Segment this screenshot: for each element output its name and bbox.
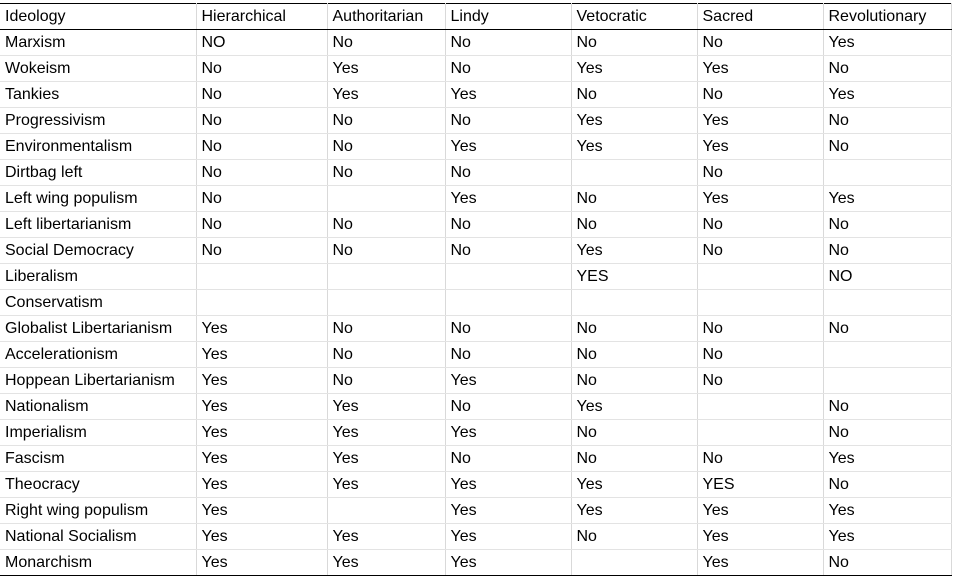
table-cell[interactable]: Yes bbox=[327, 524, 445, 550]
table-cell[interactable]: Yes bbox=[196, 368, 327, 394]
row-label-cell[interactable]: Accelerationism bbox=[0, 342, 196, 368]
table-cell[interactable]: Yes bbox=[571, 134, 697, 160]
table-body bbox=[0, 30, 951, 576]
column-header[interactable]: Revolutionary bbox=[823, 4, 951, 30]
table-cell[interactable] bbox=[571, 550, 697, 576]
table-cell[interactable]: No bbox=[571, 82, 697, 108]
table-cell[interactable]: No bbox=[697, 342, 823, 368]
table-row bbox=[0, 108, 951, 134]
table-row bbox=[0, 264, 951, 290]
table-cell[interactable] bbox=[697, 264, 823, 290]
table-cell[interactable]: Yes bbox=[823, 446, 951, 472]
table-cell[interactable]: Yes bbox=[196, 472, 327, 498]
table-cell[interactable]: No bbox=[823, 56, 951, 82]
table-cell[interactable]: Yes bbox=[697, 498, 823, 524]
row-label-cell[interactable]: Social Democracy bbox=[0, 238, 196, 264]
table-cell[interactable]: No bbox=[327, 342, 445, 368]
table-cell[interactable]: Yes bbox=[196, 420, 327, 446]
table-cell[interactable]: No bbox=[697, 316, 823, 342]
table-cell[interactable] bbox=[571, 160, 697, 186]
table-cell[interactable]: No bbox=[571, 524, 697, 550]
table-cell[interactable]: No bbox=[823, 550, 951, 576]
table-cell[interactable]: No bbox=[196, 186, 327, 212]
table-cell[interactable]: No bbox=[445, 108, 571, 134]
table-row bbox=[0, 82, 951, 108]
table-row bbox=[0, 30, 951, 56]
table-cell[interactable]: No bbox=[196, 160, 327, 186]
table-cell[interactable] bbox=[823, 368, 951, 394]
table-cell[interactable]: No bbox=[571, 420, 697, 446]
table-cell[interactable] bbox=[196, 264, 327, 290]
table-cell[interactable]: Yes bbox=[196, 394, 327, 420]
table-cell[interactable]: Yes bbox=[445, 498, 571, 524]
table-cell[interactable]: No bbox=[445, 342, 571, 368]
table-cell[interactable]: Yes bbox=[445, 134, 571, 160]
table-cell[interactable]: No bbox=[823, 394, 951, 420]
table-cell[interactable]: No bbox=[327, 212, 445, 238]
table-cell[interactable] bbox=[445, 290, 571, 316]
table-cell[interactable] bbox=[327, 290, 445, 316]
table-cell[interactable]: No bbox=[571, 186, 697, 212]
row-label-cell[interactable]: Nationalism bbox=[0, 394, 196, 420]
row-label-cell[interactable]: Environmentalism bbox=[0, 134, 196, 160]
table-row bbox=[0, 186, 951, 212]
table-cell[interactable]: No bbox=[327, 160, 445, 186]
table-cell[interactable]: Yes bbox=[327, 56, 445, 82]
table-row bbox=[0, 56, 951, 82]
table-cell[interactable] bbox=[823, 160, 951, 186]
header-row bbox=[0, 4, 951, 30]
table-cell[interactable]: No bbox=[196, 56, 327, 82]
table-cell[interactable]: Yes bbox=[823, 82, 951, 108]
table-row bbox=[0, 160, 951, 186]
row-label-cell[interactable]: Imperialism bbox=[0, 420, 196, 446]
table-cell[interactable]: No bbox=[823, 420, 951, 446]
row-label-cell[interactable]: Dirtbag left bbox=[0, 160, 196, 186]
table-cell[interactable]: Yes bbox=[571, 498, 697, 524]
column-header[interactable]: Vetocratic bbox=[571, 4, 697, 30]
row-label-cell[interactable]: Hoppean Libertarianism bbox=[0, 368, 196, 394]
table-cell[interactable] bbox=[823, 290, 951, 316]
table-cell[interactable]: Yes bbox=[697, 108, 823, 134]
table-cell[interactable]: Yes bbox=[697, 524, 823, 550]
table-row bbox=[0, 472, 951, 498]
table-cell[interactable]: No bbox=[445, 238, 571, 264]
table-cell[interactable]: Yes bbox=[697, 56, 823, 82]
table-cell[interactable]: No bbox=[327, 368, 445, 394]
table-cell[interactable]: Yes bbox=[196, 316, 327, 342]
table-cell[interactable]: No bbox=[823, 238, 951, 264]
table-cell[interactable]: Yes bbox=[445, 368, 571, 394]
row-label-cell[interactable]: Conservatism bbox=[0, 290, 196, 316]
table-cell[interactable]: No bbox=[445, 160, 571, 186]
table-cell[interactable]: No bbox=[697, 446, 823, 472]
table-cell[interactable]: No bbox=[697, 30, 823, 56]
table-cell[interactable]: No bbox=[697, 238, 823, 264]
row-label-cell[interactable]: Theocracy bbox=[0, 472, 196, 498]
table-cell[interactable]: Yes bbox=[327, 82, 445, 108]
column-header[interactable]: Sacred bbox=[697, 4, 823, 30]
column-header[interactable]: Authoritarian bbox=[327, 4, 445, 30]
table-cell[interactable]: No bbox=[327, 30, 445, 56]
row-label-cell[interactable]: Progressivism bbox=[0, 108, 196, 134]
table-cell[interactable]: Yes bbox=[697, 186, 823, 212]
column-header[interactable]: Hierarchical bbox=[196, 4, 327, 30]
table-row bbox=[0, 524, 951, 550]
row-label-cell[interactable]: Globalist Libertarianism bbox=[0, 316, 196, 342]
table-cell[interactable]: No bbox=[697, 82, 823, 108]
table-cell[interactable]: No bbox=[823, 134, 951, 160]
row-label-cell[interactable]: Marxism bbox=[0, 30, 196, 56]
table-cell[interactable] bbox=[327, 264, 445, 290]
table-cell[interactable]: No bbox=[327, 316, 445, 342]
table-row bbox=[0, 134, 951, 160]
table-cell[interactable]: NO bbox=[196, 30, 327, 56]
table-cell[interactable]: No bbox=[571, 316, 697, 342]
table-cell[interactable]: YES bbox=[697, 472, 823, 498]
row-label-cell[interactable]: Left libertarianism bbox=[0, 212, 196, 238]
table-cell[interactable]: Yes bbox=[823, 498, 951, 524]
column-header[interactable]: Lindy bbox=[445, 4, 571, 30]
table-row bbox=[0, 212, 951, 238]
table-cell[interactable]: No bbox=[571, 446, 697, 472]
table-cell[interactable]: No bbox=[445, 56, 571, 82]
table-cell[interactable]: Yes bbox=[823, 524, 951, 550]
table-cell[interactable]: No bbox=[823, 108, 951, 134]
table-row bbox=[0, 394, 951, 420]
table-cell[interactable]: No bbox=[445, 446, 571, 472]
table-cell[interactable]: Yes bbox=[571, 472, 697, 498]
table-cell[interactable]: No bbox=[327, 108, 445, 134]
row-label-cell[interactable]: Fascism bbox=[0, 446, 196, 472]
table-cell[interactable] bbox=[327, 498, 445, 524]
table-row bbox=[0, 290, 951, 316]
table-cell[interactable]: Yes bbox=[327, 446, 445, 472]
table-cell[interactable]: No bbox=[823, 212, 951, 238]
table-cell[interactable]: Yes bbox=[571, 394, 697, 420]
table-cell[interactable]: Yes bbox=[196, 498, 327, 524]
row-label-cell[interactable]: National Socialism bbox=[0, 524, 196, 550]
table-row bbox=[0, 550, 951, 576]
table-cell[interactable]: No bbox=[327, 238, 445, 264]
table-cell[interactable]: No bbox=[823, 472, 951, 498]
table-cell[interactable]: No bbox=[445, 212, 571, 238]
table-row bbox=[0, 368, 951, 394]
table-cell[interactable]: Yes bbox=[327, 550, 445, 576]
table-cell[interactable] bbox=[196, 290, 327, 316]
table-cell[interactable]: No bbox=[196, 212, 327, 238]
table-cell[interactable]: No bbox=[445, 30, 571, 56]
table-cell[interactable]: Yes bbox=[445, 82, 571, 108]
table-header bbox=[0, 4, 951, 30]
table-cell[interactable]: Yes bbox=[445, 472, 571, 498]
table-cell[interactable]: Yes bbox=[823, 186, 951, 212]
table-cell[interactable]: Yes bbox=[697, 134, 823, 160]
table-cell[interactable]: No bbox=[571, 30, 697, 56]
table-row bbox=[0, 446, 951, 472]
table-cell[interactable]: No bbox=[445, 394, 571, 420]
table-cell[interactable] bbox=[571, 290, 697, 316]
table-cell[interactable]: No bbox=[823, 316, 951, 342]
table-cell[interactable]: No bbox=[571, 368, 697, 394]
table-cell[interactable]: No bbox=[697, 160, 823, 186]
ideology-table bbox=[0, 3, 952, 576]
table-cell[interactable]: No bbox=[697, 212, 823, 238]
table-cell[interactable]: YES bbox=[571, 264, 697, 290]
table-cell[interactable] bbox=[823, 342, 951, 368]
table-cell[interactable]: No bbox=[196, 134, 327, 160]
table-row bbox=[0, 498, 951, 524]
table-row bbox=[0, 316, 951, 342]
row-label-cell[interactable]: Right wing populism bbox=[0, 498, 196, 524]
table-cell[interactable]: No bbox=[196, 108, 327, 134]
table-cell[interactable]: Yes bbox=[571, 56, 697, 82]
table-cell[interactable]: Yes bbox=[196, 342, 327, 368]
table-cell[interactable]: Yes bbox=[196, 524, 327, 550]
row-label-cell[interactable]: Monarchism bbox=[0, 550, 196, 576]
table-cell[interactable] bbox=[327, 186, 445, 212]
table-cell[interactable]: No bbox=[571, 342, 697, 368]
table-cell[interactable]: Yes bbox=[327, 420, 445, 446]
table-cell[interactable]: Yes bbox=[196, 550, 327, 576]
table-cell[interactable] bbox=[445, 264, 571, 290]
table-cell[interactable] bbox=[697, 290, 823, 316]
table-cell[interactable]: No bbox=[571, 212, 697, 238]
table-cell[interactable]: Yes bbox=[823, 30, 951, 56]
table-row bbox=[0, 238, 951, 264]
row-label-cell[interactable]: Tankies bbox=[0, 82, 196, 108]
table-cell[interactable] bbox=[697, 420, 823, 446]
table-cell[interactable]: Yes bbox=[445, 550, 571, 576]
row-label-cell[interactable]: Liberalism bbox=[0, 264, 196, 290]
table-row bbox=[0, 342, 951, 368]
table-cell[interactable] bbox=[697, 394, 823, 420]
table-cell[interactable]: Yes bbox=[445, 524, 571, 550]
table-cell[interactable]: Yes bbox=[327, 472, 445, 498]
table-cell[interactable]: Yes bbox=[697, 550, 823, 576]
table-cell[interactable]: No bbox=[697, 368, 823, 394]
table-cell[interactable]: Yes bbox=[445, 420, 571, 446]
table-cell[interactable]: No bbox=[445, 316, 571, 342]
row-label-cell[interactable]: Wokeism bbox=[0, 56, 196, 82]
table-cell[interactable]: Yes bbox=[445, 186, 571, 212]
table-cell[interactable]: No bbox=[196, 82, 327, 108]
table-cell[interactable]: No bbox=[196, 238, 327, 264]
table-row bbox=[0, 420, 951, 446]
row-label-cell[interactable]: Left wing populism bbox=[0, 186, 196, 212]
table-cell[interactable]: Yes bbox=[571, 108, 697, 134]
table-cell[interactable]: NO bbox=[823, 264, 951, 290]
table-cell[interactable]: Yes bbox=[327, 394, 445, 420]
table-cell[interactable]: No bbox=[327, 134, 445, 160]
table-cell[interactable]: Yes bbox=[571, 238, 697, 264]
table-cell[interactable]: Yes bbox=[196, 446, 327, 472]
column-header[interactable]: Ideology bbox=[0, 4, 196, 30]
